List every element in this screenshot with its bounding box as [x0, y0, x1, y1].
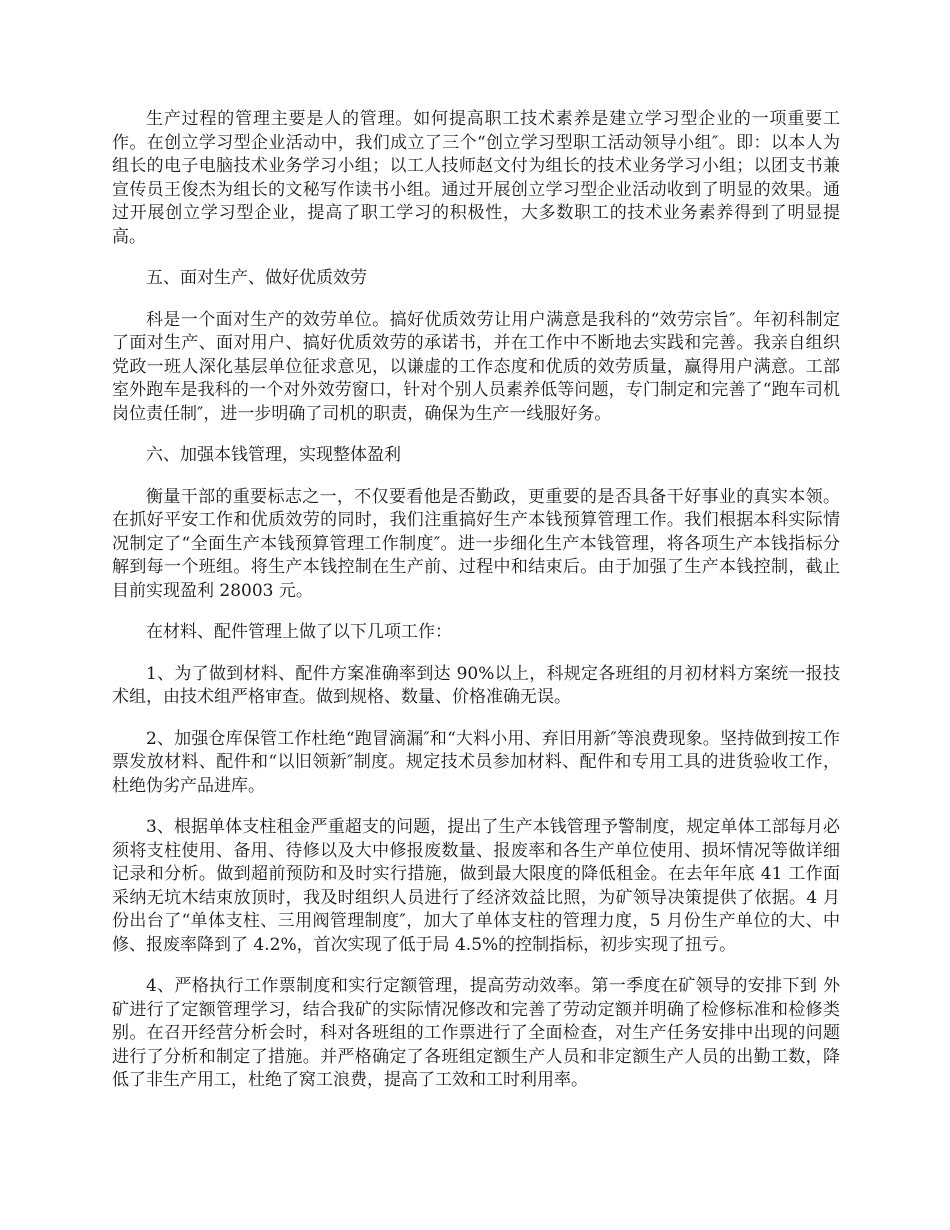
- list-item-1: 1、为了做到材料、配件方案准确率到达 90%以上，科规定各班组的月初材料方案统一报技术组，由技术组严格审查。做到规格、数量、价格准确无误。: [112, 663, 840, 707]
- list-item-3: 3、根据单体支柱租金严重超支的问题，提出了生产本钱管理予警制度，规定单体工部每月必须将支柱使用、备用、待修以及大中修报废数量、报废率和各生产单位使用、损坏情况等做详细记录和分析。做到超前预防和及时实行措施，做到最大限度的降低租金。在去年年底 41 工作面采纳无坑木结束放顶时，我及时组织人员进行了经济效益比照，为矿领导决策提供了依据。4 月份出台了“单体支柱、三用阀管理制度″，加大了单体支柱的管理力度，5 月份生产单位的大、中修、报废率降到了 4.2%，首次实现了低于局 4.5%的控制指标，初步实现了扭亏。: [112, 817, 840, 955]
- paragraph-quality-service: 科是一个面对生产的效劳单位。搞好优质效劳让用户满意是我科的“效劳宗旨″。年初科制定了面对生产、面对用户、搞好优质效劳的承诺书，并在工作中不断地去实践和完善。我亲自组织党政一班人深化基层单位征求意见，以谦虚的工作态度和优质的效劳质量，赢得用户满意。工部室外跑车是我科的一个对外效劳窗口，针对个别人员素养低等问题，专门制定和完善了“跑车司机岗位责任制″，进一步明确了司机的职责，确保为生产一线服好务。: [112, 309, 840, 424]
- list-item-4: 4、严格执行工作票制度和实行定额管理，提高劳动效率。第一季度在矿领导的安排下到 外矿进行了定额管理学习，结合我矿的实际情况修改和完善了劳动定额并明确了检修标准和检修类别。在召开经营分析会时，科对各班组的工作票进行了全面检查，对生产任务安排中出现的问题进行了分析和制定了措施。并严格确定了各班组定额生产人员和非定额生产人员的出勤工数，降低了非生产用工，杜绝了窝工浪费，提高了工效和工时利用率。: [112, 976, 840, 1090]
- list-item-2: 2、加强仓库保管工作杜绝“跑冒滴漏″和“大料小用、弃旧用新″等浪费现象。坚持做到按工作票发放材料、配件和“以旧领新″制度。规定技术员参加材料、配件和专用工具的进货验收工作，杜绝伪劣产品进库。: [112, 728, 840, 796]
- document-page: [112, 108, 840, 1111]
- paragraph-learning-organization: 生产过程的管理主要是人的管理。如何提高职工技术素养是建立学习型企业的一项重要工作。在创立学习型企业活动中，我们成立了三个“创立学习型职工活动领导小组″。即：以本人为组长的电子电脑技术业务学习小组；以工人技师赵文付为组长的技术业务学习小组；以团支书兼宣传员王俊杰为组长的文秘写作读书小组。通过开展创立学习型企业活动收到了明显的效果。通过开展创立学习型企业，提高了职工学习的积极性，大多数职工的技术业务素养得到了明显提高。: [112, 109, 840, 247]
- section-heading-5: 五、面对生产、做好优质效劳: [146, 268, 367, 288]
- section-heading-6: 六、加强本钱管理，实现整体盈利: [146, 445, 401, 465]
- paragraph-cost-management: 衡量干部的重要标志之一，不仅要看他是否勤政，更重要的是否具备干好事业的真实本领。在抓好平安工作和优质效劳的同时，我们注重搞好生产本钱预算管理工作。我们根据本科实际情况制定了“全面生产本钱预算管理工作制度″。进一步细化生产本钱管理，将各项生产本钱指标分解到每一个班组。将生产本钱控制在生产前、过程中和结束后。由于加强了生产本钱控制，截止目前实现盈利 28003 元。: [112, 486, 840, 601]
- paragraph-materials-intro: 在材料、配件管理上做了以下几项工作：: [146, 622, 452, 642]
